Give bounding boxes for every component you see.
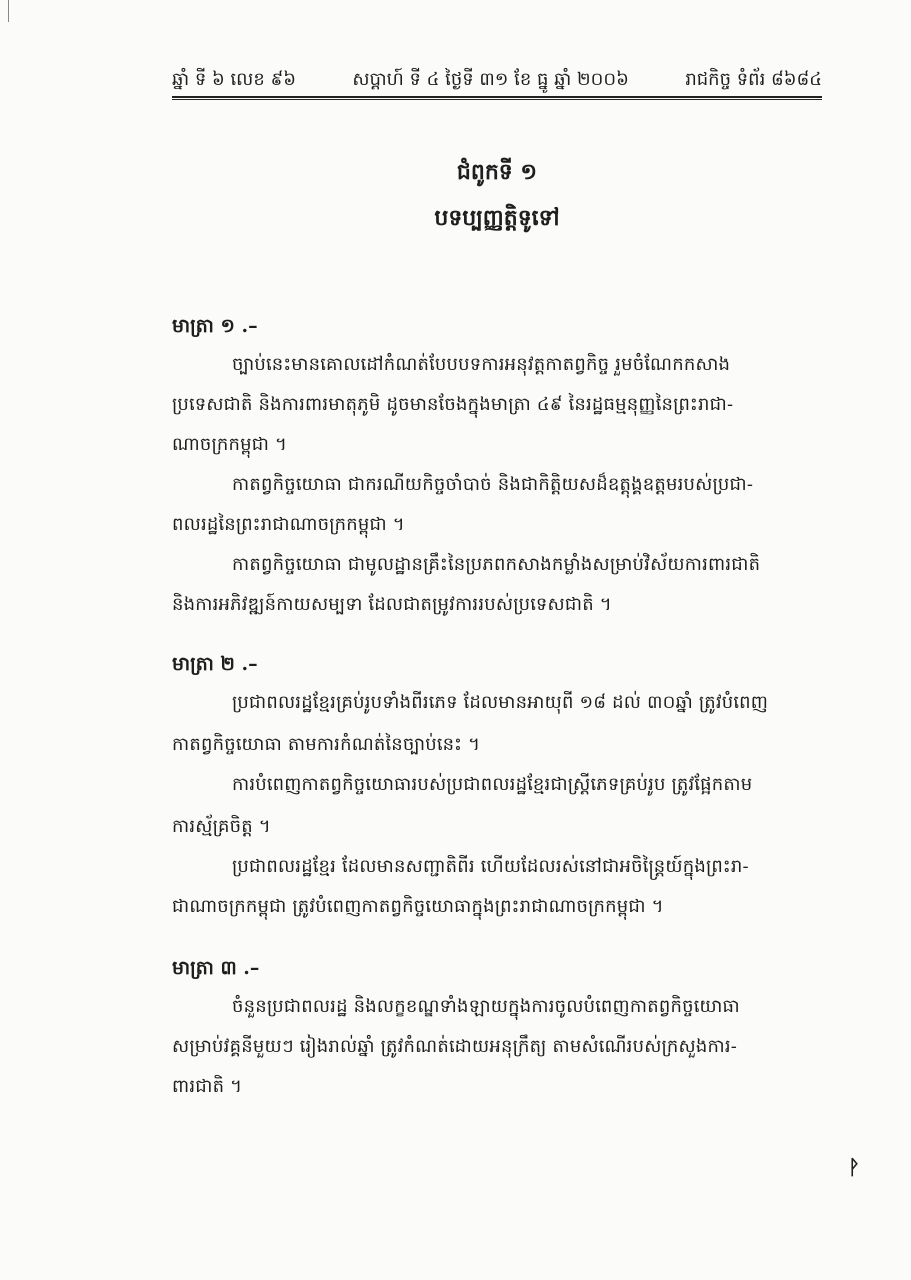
article-2-line: កាតព្វកិច្ចយោធា តាមការកំណត់នៃច្បាប់នេះ ។ <box>172 734 481 755</box>
article-1-line: ប្រទេសជាតិ និងការពារមាតុភូមិ ដូចមានចែងក្នុងមាត្រា ៤៩ នៃរដ្ឋធម្មនុញ្ញនៃព្រះរាជា- <box>172 394 734 415</box>
article-3-heading: មាត្រា ៣ .– <box>172 957 260 979</box>
article-2-line: ការស្ម័គ្រចិត្ត ។ <box>172 816 271 837</box>
header-date: សប្តាហ៍ ទី ៤ ថ្ងៃទី ៣១ ខែ ធ្នូ ឆ្នាំ ២០០៦ <box>352 69 629 90</box>
article-2-line: ប្រជាពលរដ្ឋខ្មែរ ដែលមានសញ្ជាតិពីរ ហើយដែលរស់នៅជាអចិន្ត្រៃយ៍ក្នុងព្រះរា- <box>232 856 749 877</box>
article-2-heading: មាត្រា ២ .– <box>172 653 258 675</box>
article-2-line: ប្រជាពលរដ្ឋខ្មែរគ្រប់រូបទាំងពីរភេទ ដែលមានអាយុពី ១៨ ដល់ ៣០ឆ្នាំ ត្រូវបំពេញ <box>232 692 769 713</box>
header-rule <box>172 96 822 100</box>
article-1-heading: មាត្រា ១ .– <box>172 315 258 337</box>
header-page: រាជកិច្ច ទំព័រ ៨៦៨៤ <box>685 69 822 90</box>
chapter-subtitle: បទប្បញ្ញត្តិទូទៅ <box>434 205 560 231</box>
article-3-line: ពារជាតិ ។ <box>172 1076 243 1097</box>
article-1-line: ច្បាប់នេះមានគោលដៅកំណត់បែបបទការអនុវត្តកាតព្វកិច្ច រួមចំណែកកសាង <box>232 354 731 375</box>
article-1-line: និងការអភិវឌ្ឍន៍កាយសម្បទា ដែលជាតម្រូវការរបស់ប្រទេសជាតិ ។ <box>172 594 612 615</box>
scan-corner-mark <box>8 0 9 22</box>
article-3-line: សម្រាប់វគ្គនីមួយៗ រៀងរាល់ឆ្នាំ ត្រូវកំណត់ដោយអនុក្រឹត្យ តាមសំណើរបស់ក្រសួងការ- <box>172 1036 738 1057</box>
article-1-line: ពលរដ្ឋនៃព្រះរាជាណាចក្រកម្ពុជា ។ <box>172 514 405 535</box>
chapter-title: ជំពូកទី ១ <box>456 159 538 185</box>
article-1-line: កាតព្វកិច្ចយោធា ជាមូលដ្ឋានគ្រឹះនៃប្រភពកសាងកម្លាំងសម្រាប់វិស័យការពារជាតិ <box>232 554 761 575</box>
article-1-line: កាតព្វកិច្ចយោធា ជាករណីយកិច្ចចាំបាច់ និងជាកិត្តិយសដ៏ឧត្តុង្គឧត្តមរបស់ប្រជា- <box>232 474 754 495</box>
article-2-line: ជាណាចក្រកម្ពុជា ត្រូវបំពេញកាតព្វកិច្ចយោធាក្នុងព្រះរាជាណាចក្រកម្ពុជា ។ <box>172 896 664 917</box>
article-1-line: ណាចក្រកម្ពុជា ។ <box>172 434 288 455</box>
article-2-line: ការបំពេញកាតព្វកិច្ចយោធារបស់ប្រជាពលរដ្ឋខ្មែរជាស្ត្រីភេទគ្រប់រូប ត្រូវផ្អែកតាម <box>232 774 753 795</box>
article-3-line: ចំនួនប្រជាពលរដ្ឋ និងលក្ខខណ្ឌទាំងឡាយក្នុងការចូលបំពេញកាតព្វកិច្ចយោធា <box>232 996 740 1017</box>
gazette-header <box>172 64 822 94</box>
margin-handwritten-mark: ᚹ <box>848 1155 860 1179</box>
header-issue: ឆ្នាំ ទី ៦ លេខ ៩៦ <box>172 69 296 90</box>
